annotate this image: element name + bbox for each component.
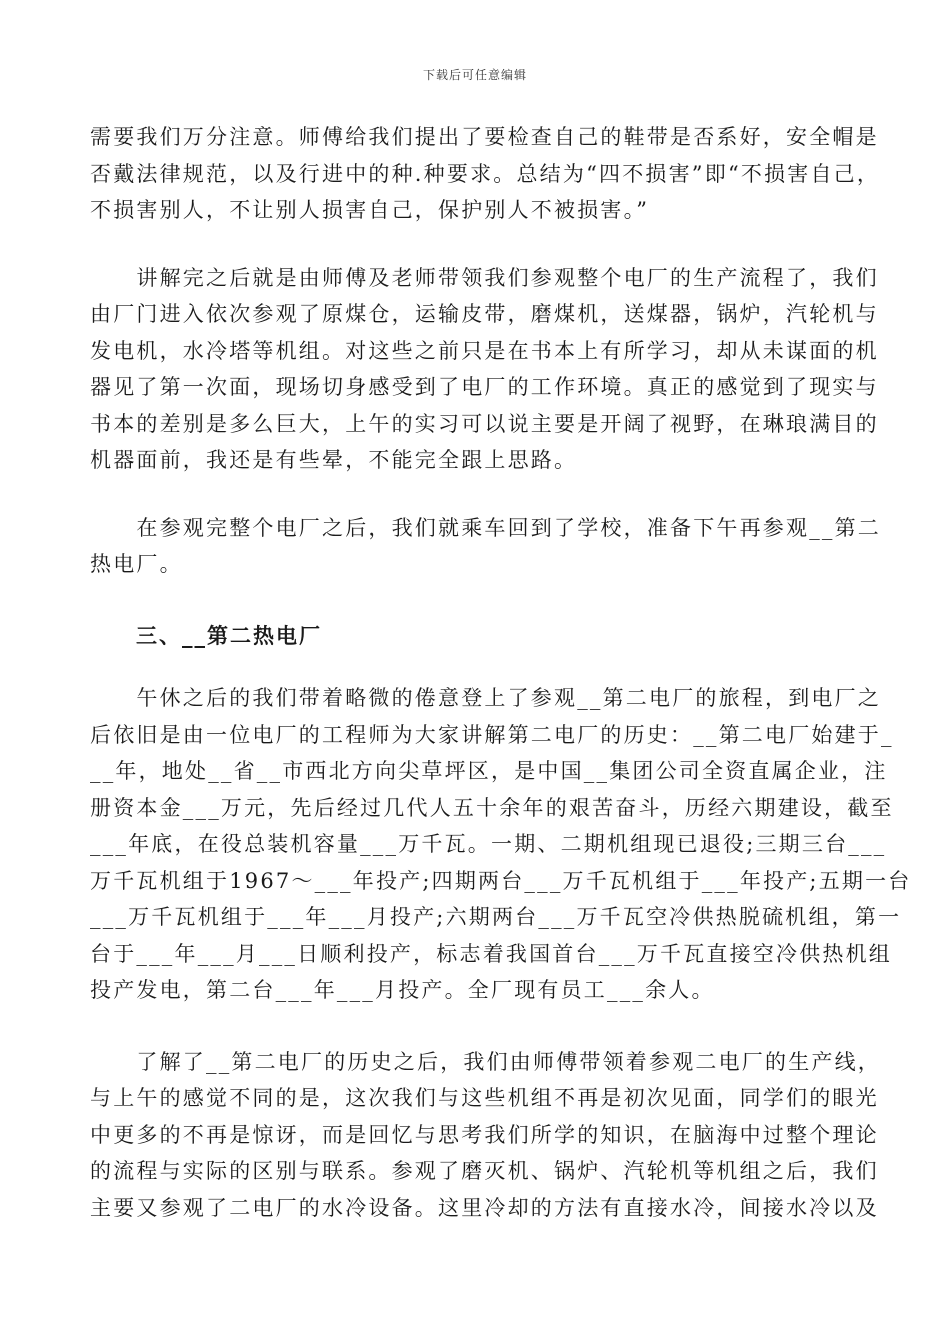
text-line: 由厂门进入依次参观了原煤仓，运输皮带，磨煤机，送煤器，锅炉，汽轮机与 (90, 302, 879, 326)
text-line: 的流程与实际的区别与联系。参观了磨灭机、锅炉、汽轮机等机组之后，我们 (90, 1159, 879, 1183)
text-line: 热电厂。 (90, 552, 183, 576)
text-line: 不损害别人，不让别人损害自己，保护别人不被损害。” (90, 198, 650, 222)
text-line: ___万千瓦机组于___年___月投产;六期两台___万千瓦空冷供热脱硫机组，第一 (90, 905, 902, 929)
paragraph-production-line (90, 1044, 881, 1227)
text-line: __年，地处__省__市西北方向尖草坪区，是中国__集团公司全资直属企业，注 (90, 759, 888, 783)
document-body (90, 119, 912, 1226)
paragraph-plant-history (90, 680, 912, 1009)
text-line: 万千瓦机组于1967～___年投产;四期两台___万千瓦机组于___年投产;五期一台 (90, 868, 912, 893)
text-line: 讲解完之后就是由师傅及老师带领我们参观整个电厂的生产流程了，我们 (90, 265, 879, 290)
text-line: 册资本金___万元，先后经过几代人五十余年的艰苦奋斗，历经六期建设，截至 (90, 795, 894, 820)
page-header: 下载后可任意编辑 (422, 68, 527, 82)
paragraph-morning-visit (90, 260, 879, 479)
text-line: 午休之后的我们带着略微的倦意登上了参观__第二电厂的旅程，到电厂之 (90, 686, 881, 710)
text-line: 后依旧是由一位电厂的工程师为大家讲解第二电厂的历史：__第二电厂始建于_ (90, 722, 894, 747)
text-line: 台于___年___月___日顺利投产，标志着我国首台___万千瓦直接空冷供热机组 (90, 941, 892, 966)
text-line: 中更多的不再是惊讶，而是回忆与思考我们所学的知识，在脑海中过整个理论 (90, 1122, 879, 1147)
section-heading: 三、__第二热电厂 (136, 622, 322, 648)
text-line: 发电机，水冷塔等机组。对这些之前只是在书本上有所学习，却从未谋面的机 (90, 338, 879, 363)
text-line: 器见了第一次面，现场切身感受到了电厂的工作环境。真正的感觉到了现实与 (90, 375, 879, 399)
text-line: 书本的差别是多么巨大，上午的实习可以说主要是开阔了视野，在琳琅满目的 (90, 411, 879, 436)
text-line: 机器面前，我还是有些晕，不能完全跟上思路。 (90, 448, 578, 472)
text-line: ___年底，在役总装机容量___万千瓦。一期、二期机组现已退役;三期三台___ (90, 832, 887, 856)
text-line: 了解了__第二电厂的历史之后，我们由师傅带领着参观二电厂的生产线， (90, 1049, 881, 1074)
paragraph-safety-rules (90, 119, 881, 229)
text-line: 否戴法律规范，以及行进中的种.种要求。总结为“四不损害”即“不损害自己， (90, 161, 881, 186)
text-line: 需要我们万分注意。师傅给我们提出了要检查自己的鞋带是否系好，安全帽是 (90, 125, 879, 149)
text-line: 投产发电，第二台___年___月投产。全厂现有员工___余人。 (90, 978, 715, 1002)
text-line: 在参观完整个电厂之后，我们就乘车回到了学校，准备下午再参观__第二 (90, 515, 881, 540)
text-line: 主要又参观了二电厂的水冷设备。这里冷却的方法有直接水冷，间接水冷以及 (90, 1195, 879, 1220)
paragraph-return-school (90, 510, 881, 583)
text-line: 与上午的感觉不同的是，这次我们与这些机组不再是初次见面，同学们的眼光 (90, 1086, 879, 1110)
